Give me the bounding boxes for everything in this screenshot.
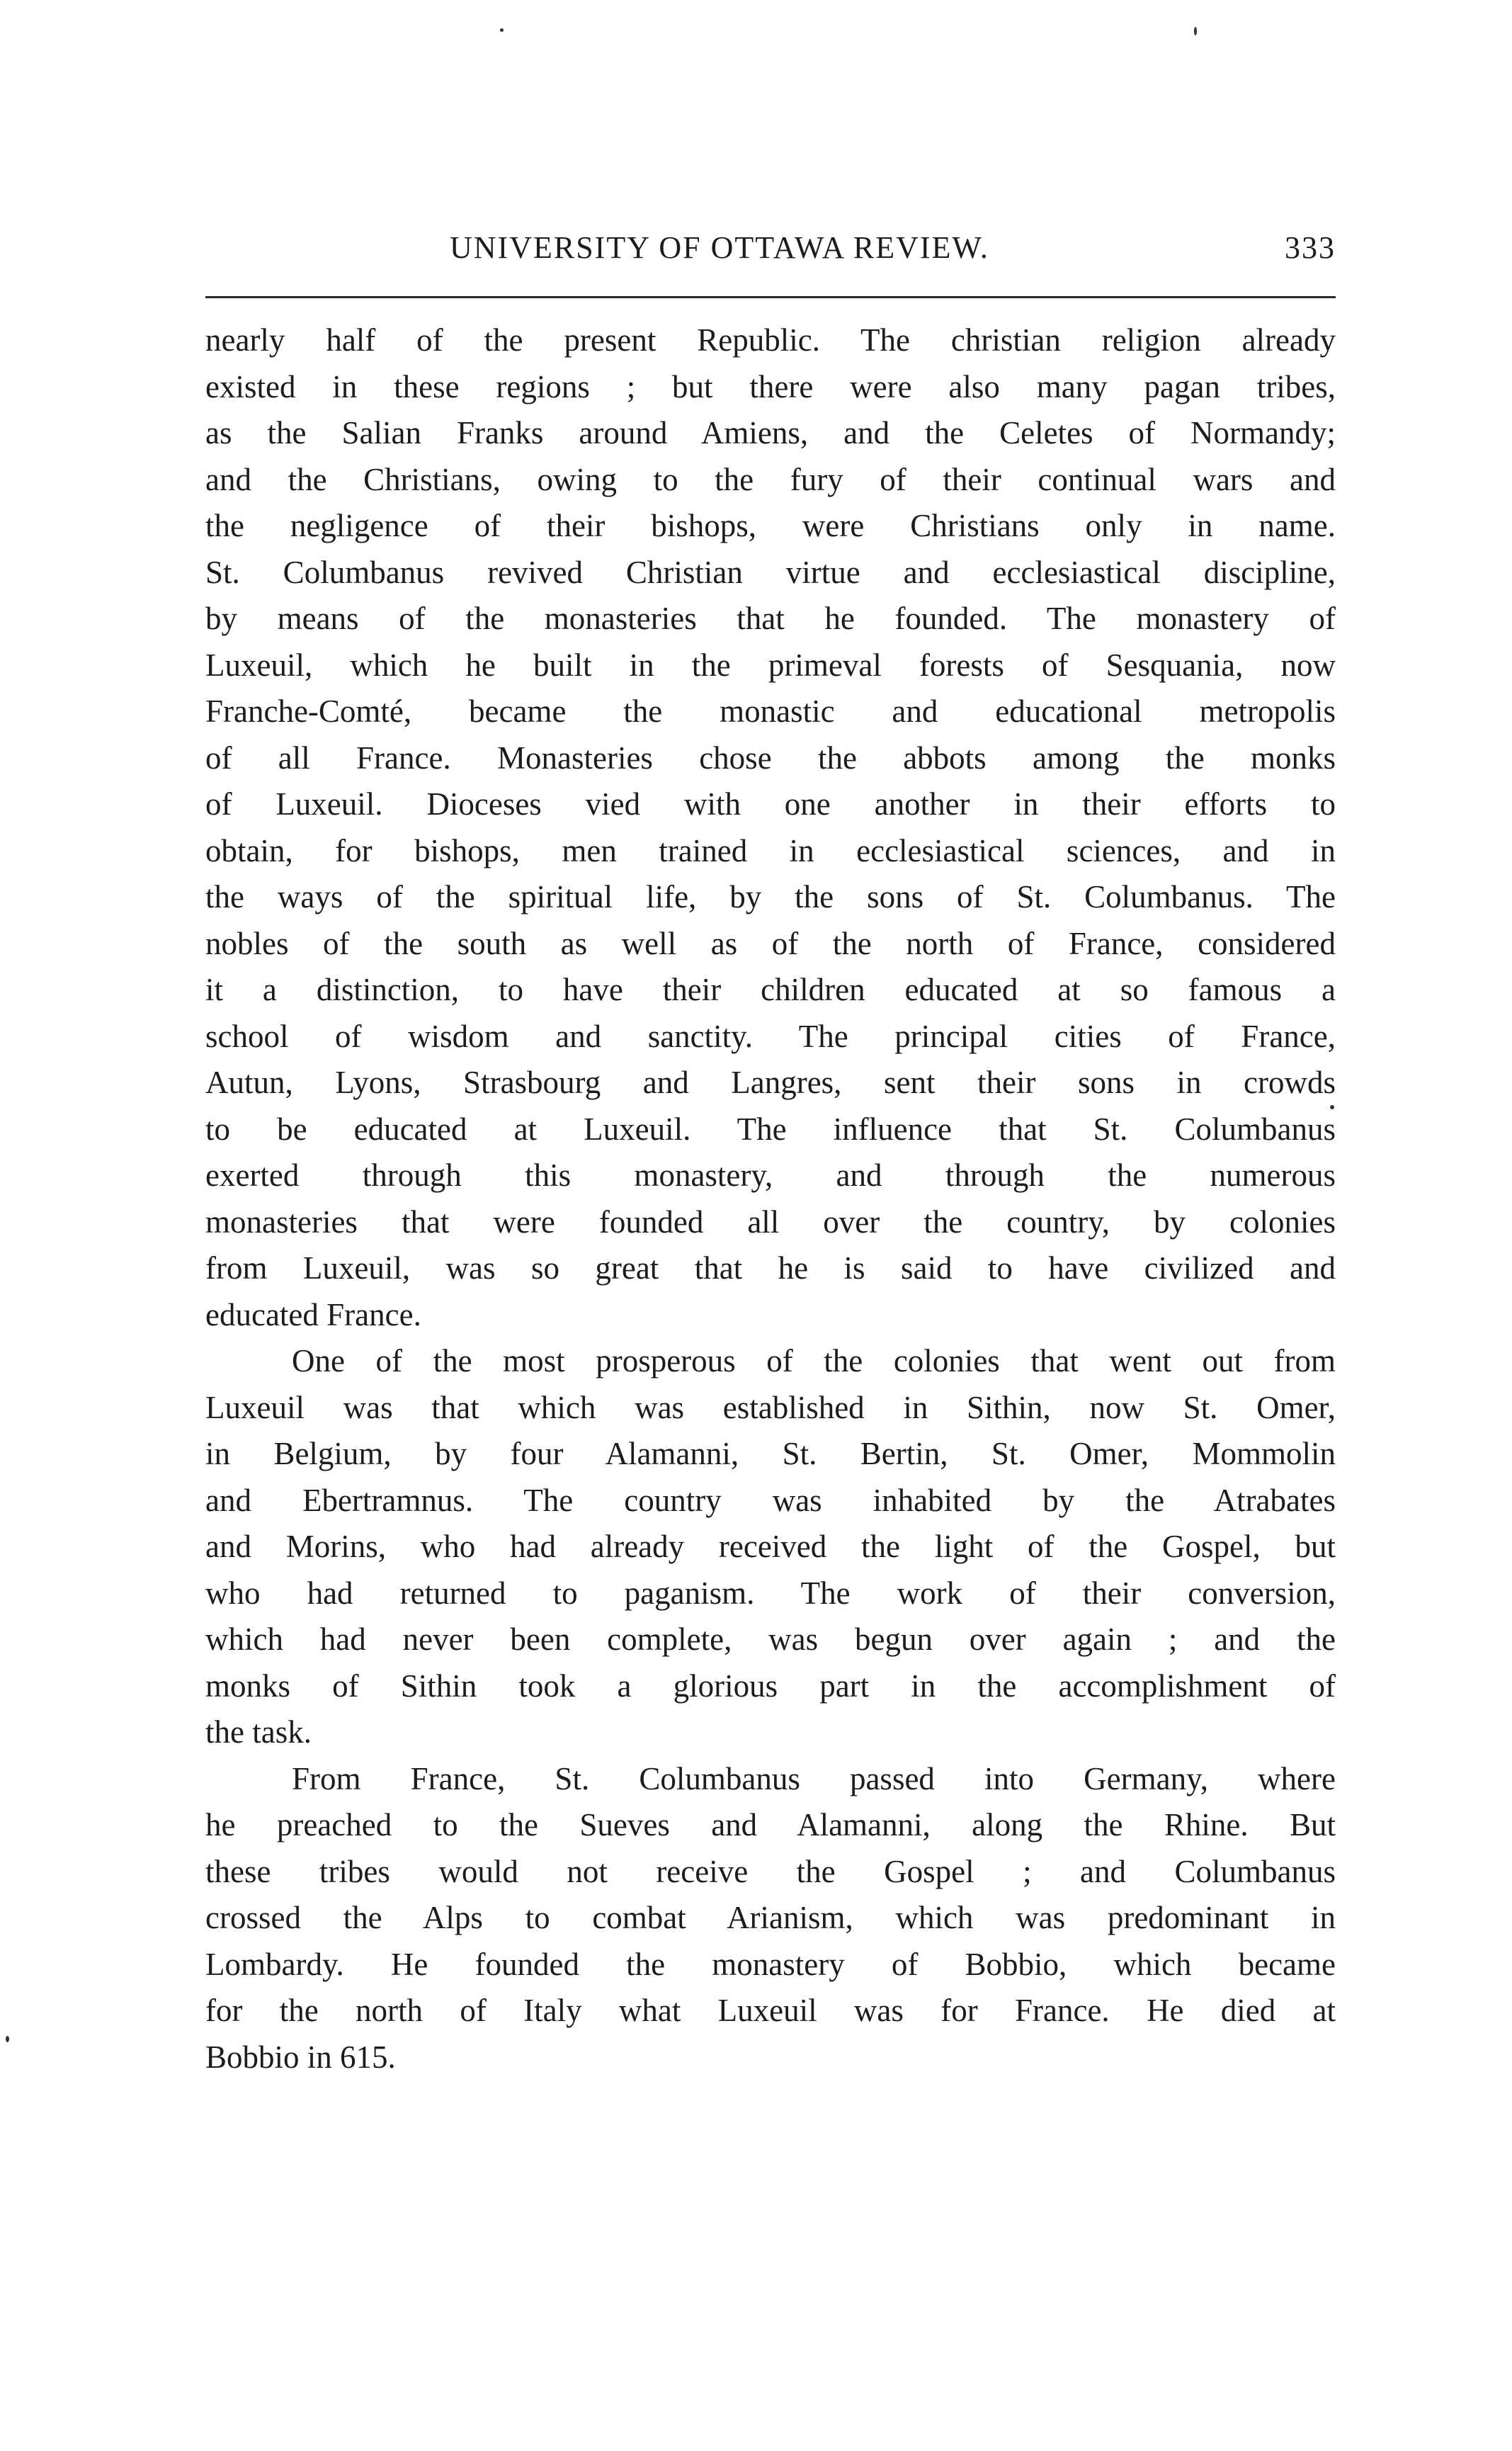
paragraph [205, 317, 1336, 1338]
text-line: crossed the Alps to combat Arianism, which was predominant in [205, 1900, 1336, 1935]
text-line: which had never been complete, was begun over again ; and the [205, 1621, 1336, 1657]
text-line: obtain, for bishops, men trained in ecclesiastical sciences, and in [205, 832, 1336, 868]
text-line: nobles of the south as well as of the north of France, considered [205, 925, 1336, 961]
paragraph [205, 1338, 1336, 1756]
text-line: Lombardy. He founded the monastery of Bobbio, which became [205, 1946, 1336, 1982]
text-line: the negligence of their bishops, were Christians only in name. [205, 508, 1336, 543]
text-line: he preached to the Sueves and Alamanni, along the Rhine. But [205, 1807, 1336, 1843]
scan-speck [1330, 1105, 1334, 1109]
scan-speck [1194, 27, 1197, 35]
paragraph [205, 1756, 1336, 2081]
scan-speck [6, 2036, 9, 2042]
page-number: 333 [1285, 230, 1336, 265]
running-title: UNIVERSITY OF OTTAWA REVIEW. [450, 230, 989, 265]
text-line: it a distinction, to have their children educated at so famous a [205, 972, 1336, 1007]
text-line: for the north of Italy what Luxeuil was for France. He died at [205, 1993, 1336, 2028]
text-line: in Belgium, by four Alamanni, St. Bertin, St. Omer, Mommolin [205, 1436, 1336, 1471]
text-line: monks of Sithin took a glorious part in the accomplishment of [205, 1668, 1336, 1704]
text-line: these tribes would not receive the Gospel ; and Columbanus [205, 1853, 1336, 1889]
text-line: the ways of the spiritual life, by the sons of St. Columbanus. The [205, 879, 1336, 915]
header-rule [205, 296, 1336, 298]
text-line: exerted through this monastery, and through the numerous [205, 1157, 1336, 1193]
text-line: and the Christians, owing to the fury of their continual wars and [205, 461, 1336, 497]
body-text [205, 317, 1336, 2081]
text-line: From France, St. Columbanus passed into Germany, where [292, 1760, 1336, 1796]
text-line: and Ebertramnus. The country was inhabited by the Atrabates [205, 1482, 1336, 1518]
text-line: existed in these regions ; but there were also many pagan tribes, [205, 368, 1336, 404]
text-line: St. Columbanus revived Christian virtue and ecclesiastical discipline, [205, 554, 1336, 590]
text-line: monasteries that were founded all over the country, by colonies [205, 1204, 1336, 1240]
text-line: Autun, Lyons, Strasbourg and Langres, sent their sons in crowds [205, 1065, 1336, 1100]
text-line: the task. [205, 1714, 312, 1750]
text-line: Luxeuil, which he built in the primeval forests of Sesquania, now [205, 647, 1336, 683]
text-line: of Luxeuil. Dioceses vied with one another in their efforts to [205, 786, 1336, 822]
text-line: Luxeuil was that which was established in Sithin, now St. Omer, [205, 1389, 1336, 1425]
text-line: school of wisdom and sanctity. The principal cities of France, [205, 1018, 1336, 1054]
text-line: to be educated at Luxeuil. The influence that St. Columbanus [205, 1111, 1336, 1147]
text-line: Bobbio in 615. [205, 2039, 396, 2075]
text-line: by means of the monasteries that he founded. The monastery of [205, 601, 1336, 636]
text-line: as the Salian Franks around Amiens, and the Celetes of Normandy; [205, 415, 1336, 451]
text-line: who had returned to paganism. The work of their conversion, [205, 1575, 1336, 1611]
text-line: Franche-Comté, became the monastic and educational metropolis [205, 694, 1336, 729]
text-line: of all France. Monasteries chose the abbots among the monks [205, 740, 1336, 776]
text-line: from Luxeuil, was so great that he is said to have civilized and [205, 1250, 1336, 1286]
running-head [205, 224, 1336, 273]
text-line: One of the most prosperous of the colonies that went out from [292, 1343, 1336, 1379]
text-line: nearly half of the present Republic. The christian religion already [205, 322, 1336, 358]
text-line: educated France. [205, 1296, 421, 1332]
scan-speck [500, 28, 504, 32]
text-line: and Morins, who had already received the light of the Gospel, but [205, 1529, 1336, 1564]
